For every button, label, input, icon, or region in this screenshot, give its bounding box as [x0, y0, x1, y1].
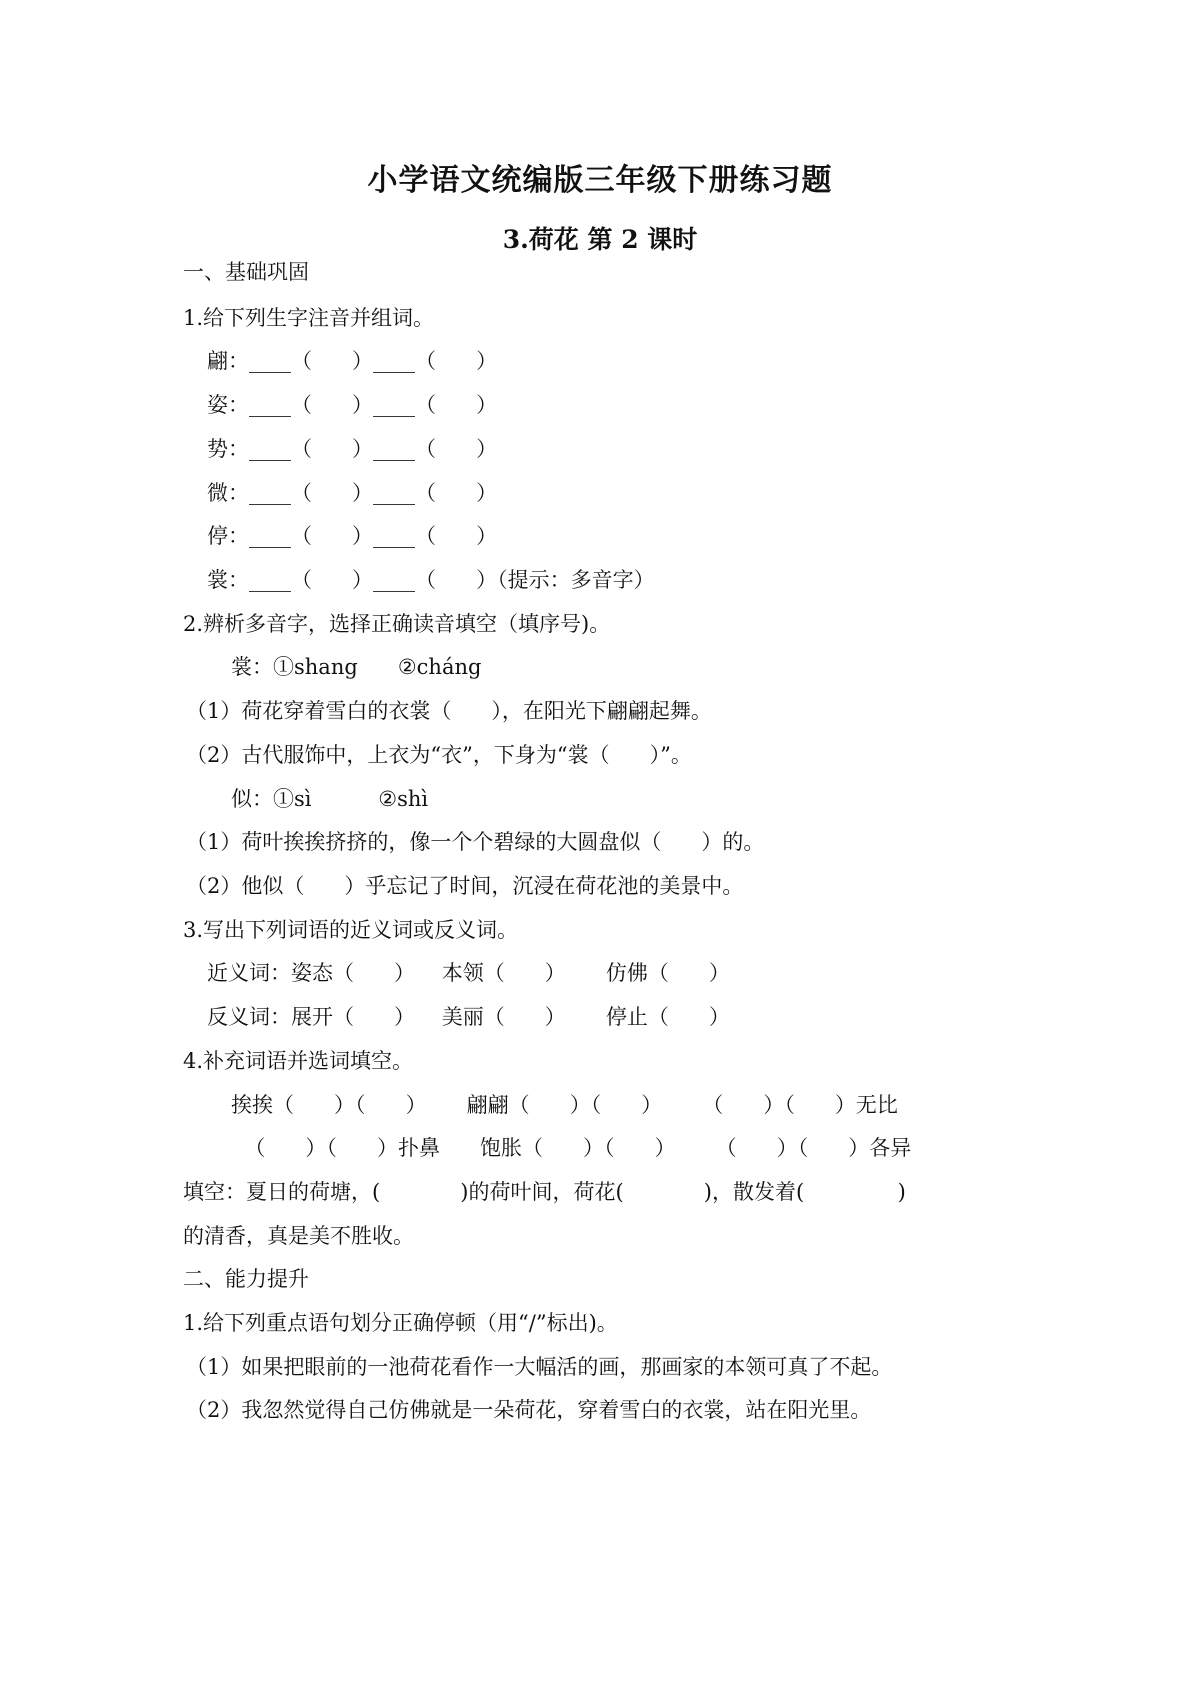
exercise-line: （1）荷花穿着雪白的衣裳（ ），在阳光下翩翩起舞。 [186, 699, 712, 723]
exercise-line: 势：____（ ）____（ ） [207, 437, 498, 461]
exercise-line: 反义词：展开（ ） 美丽（ ） 停止（ ） [207, 1005, 730, 1029]
page-title: 小学语文统编版三年级下册练习题 [367, 163, 833, 198]
section-heading: 一、基础巩固 [183, 260, 309, 284]
exercise-line: 的清香，真是美不胜收。 [183, 1224, 414, 1248]
exercise-line: 姿：____（ ）____（ ） [207, 393, 498, 417]
section-heading: 二、能力提升 [183, 1267, 309, 1291]
lesson-subtitle: 3.荷花 第 2 课时 [502, 225, 698, 254]
exercise-line: 挨挨（ ）（ ） 翩翩（ ）（ ） （ ）（ ）无比 [231, 1093, 898, 1117]
exercise-line: 微：____（ ）____（ ） [207, 481, 498, 505]
exercise-line: （2）古代服饰中，上衣为“衣”，下身为“裳（ ）”。 [186, 743, 692, 767]
exercise-line: 裳：____（ ）____（ ）（提示：多音字） [207, 568, 655, 592]
exercise-line: 近义词：姿态（ ） 本领（ ） 仿佛（ ） [207, 961, 730, 985]
question-heading: 3.写出下列词语的近义词或反义词。 [183, 918, 519, 942]
exercise-line: 填空：夏日的荷塘，( )的荷叶间，荷花( )，散发着( ) [183, 1180, 906, 1204]
pinyin-options: 裳：①shang ②cháng [231, 655, 482, 679]
question-heading: 1.给下列重点语句划分正确停顿（用“/”标出)。 [183, 1311, 618, 1335]
pinyin-options: 似：①sì ②shì [231, 787, 429, 811]
question-heading: 4.补充词语并选词填空。 [183, 1049, 414, 1073]
exercise-line: 翩：____（ ）____（ ） [207, 349, 498, 373]
exercise-line: （1）如果把眼前的一池荷花看作一大幅活的画，那画家的本领可真了不起。 [186, 1355, 893, 1379]
question-heading: 1.给下列生字注音并组词。 [183, 306, 435, 330]
exercise-line: （2）他似（ ）乎忘记了时间，沉浸在荷花池的美景中。 [186, 874, 744, 898]
exercise-line: 停：____（ ）____（ ） [207, 524, 498, 548]
exercise-line: （1）荷叶挨挨挤挤的，像一个个碧绿的大圆盘似（ ）的。 [186, 830, 765, 854]
exercise-line: （2）我忽然觉得自己仿佛就是一朵荷花，穿着雪白的衣裳，站在阳光里。 [186, 1398, 872, 1422]
question-heading: 2.辨析多音字，选择正确读音填空（填序号)。 [183, 612, 611, 636]
exercise-line: （ ）（ ）扑鼻 饱胀（ ）（ ） （ ）（ ）各异 [231, 1136, 912, 1160]
